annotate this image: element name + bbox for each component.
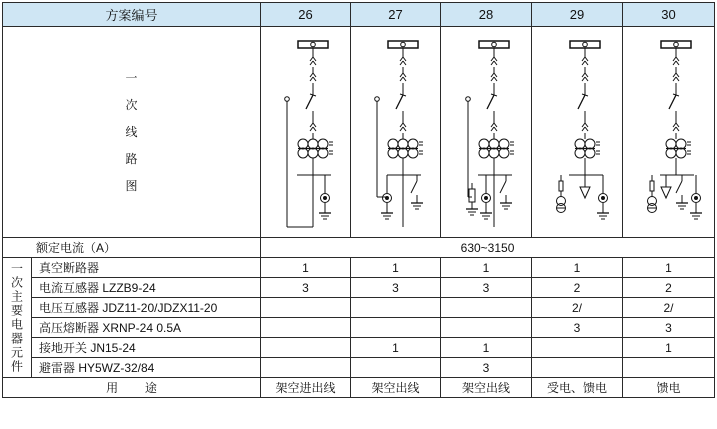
usage-label: 用 途 (3, 378, 261, 398)
breaker-blade (306, 95, 313, 109)
circuit-28-svg (441, 27, 530, 237)
component-qty: 1 (441, 258, 532, 278)
component-qty (351, 358, 441, 378)
component-row (3, 278, 715, 298)
hv-fuse (559, 181, 563, 191)
component-name: 避雷器 HY5WZ-32/84 (32, 358, 261, 378)
terminal (285, 97, 290, 102)
plug-contact (310, 77, 313, 81)
diagram-row (3, 27, 715, 238)
plug-contact (582, 61, 585, 65)
terminal (466, 97, 471, 102)
earth-switch-blade (411, 181, 417, 193)
component-qty (261, 358, 351, 378)
cable-terminal (661, 187, 671, 198)
plug-contact (400, 77, 403, 81)
plug-contact (676, 123, 679, 127)
plug-contact (400, 61, 403, 65)
component-qty: 3 (351, 278, 441, 298)
plug-contact (313, 77, 316, 81)
scheme-number: 28 (441, 3, 532, 27)
plug-contact (673, 57, 676, 61)
plug-contact (676, 61, 679, 65)
plug-contact (585, 61, 588, 65)
plug-contact (491, 61, 494, 65)
component-qty (261, 318, 351, 338)
component-qty (441, 298, 532, 318)
voltage-sensor-dot (602, 197, 605, 200)
plug-contact (676, 127, 679, 131)
breaker-blade (578, 95, 585, 109)
plug-contact (673, 127, 676, 131)
rated-current-row (3, 238, 715, 258)
component-name: 高压熔断器 XRNP-24 0.5A (32, 318, 261, 338)
plug-contact (313, 73, 316, 77)
scheme-number: 29 (532, 3, 623, 27)
scheme-label: 方案编号 (3, 3, 261, 27)
plug-contact (673, 73, 676, 77)
component-qty (532, 358, 623, 378)
component-qty: 1 (351, 338, 441, 358)
plug-contact (676, 77, 679, 81)
plug-contact (310, 73, 313, 77)
voltage-sensor-dot (324, 197, 327, 200)
bus-terminal (311, 42, 316, 47)
bus-terminal (401, 42, 406, 47)
plug-contact (585, 123, 588, 127)
plug-contact (403, 57, 406, 61)
component-name: 真空断路器 (32, 258, 261, 278)
scheme-number: 26 (261, 3, 351, 27)
plug-contact (673, 61, 676, 65)
plug-contact (582, 123, 585, 127)
earth-switch-blade (676, 181, 682, 193)
voltage-sensor-dot (386, 197, 389, 200)
component-qty (351, 318, 441, 338)
plug-contact (403, 123, 406, 127)
scheme-number: 27 (351, 3, 441, 27)
circuit-diagram-30 (623, 27, 715, 238)
component-qty: 1 (351, 258, 441, 278)
scheme-table (2, 2, 715, 398)
component-qty: 3 (261, 278, 351, 298)
component-row (3, 258, 715, 278)
rated-current-value: 630~3150 (261, 238, 715, 258)
plug-contact (676, 73, 679, 77)
plug-contact (313, 61, 316, 65)
circuit-30-svg (623, 27, 713, 237)
circuit-diagram-27 (351, 27, 441, 238)
component-qty: 3 (532, 318, 623, 338)
usage-value: 架空进出线 (261, 378, 351, 398)
surge-arrester (469, 189, 475, 202)
circuit-26-svg (261, 27, 349, 237)
plug-contact (400, 127, 403, 131)
component-qty (441, 318, 532, 338)
plug-contact (673, 123, 676, 127)
plug-contact (673, 77, 676, 81)
component-qty: 2 (532, 278, 623, 298)
component-qty: 2 (623, 278, 715, 298)
usage-value: 架空出线 (441, 378, 532, 398)
plug-contact (582, 77, 585, 81)
plug-contact (491, 57, 494, 61)
component-qty (623, 358, 715, 378)
plug-contact (403, 73, 406, 77)
breaker-blade (396, 95, 403, 109)
voltage-sensor-dot (695, 197, 698, 200)
component-row (3, 318, 715, 338)
plug-contact (491, 77, 494, 81)
plug-contact (491, 73, 494, 77)
plug-contact (400, 73, 403, 77)
plug-contact (585, 77, 588, 81)
component-row (3, 358, 715, 378)
component-qty: 1 (623, 258, 715, 278)
component-qty (351, 298, 441, 318)
circuit-diagram-28 (441, 27, 532, 238)
plug-contact (585, 73, 588, 77)
plug-contact (582, 127, 585, 131)
component-qty: 3 (441, 278, 532, 298)
rated-current-label: 额定电流（A） (3, 238, 261, 258)
plug-contact (313, 127, 316, 131)
plug-contact (494, 77, 497, 81)
plug-contact (585, 57, 588, 61)
circuit-29-svg (532, 27, 621, 237)
plug-contact (403, 127, 406, 131)
usage-row (3, 378, 715, 398)
plug-contact (494, 57, 497, 61)
voltage-sensor-dot (485, 197, 488, 200)
component-row (3, 338, 715, 358)
component-qty: 1 (532, 258, 623, 278)
plug-contact (310, 127, 313, 131)
bus-terminal (674, 42, 679, 47)
plug-contact (582, 57, 585, 61)
plug-contact (494, 123, 497, 127)
usage-value: 架空出线 (351, 378, 441, 398)
plug-contact (585, 127, 588, 131)
plug-contact (313, 57, 316, 61)
diagram-row-title: 一 次 线 路 图 (3, 27, 261, 238)
plug-contact (494, 127, 497, 131)
cable-terminal (580, 187, 590, 198)
circuit-diagram-26 (261, 27, 351, 238)
plug-contact (313, 123, 316, 127)
component-qty: 1 (261, 258, 351, 278)
component-name: 接地开关 JN15-24 (32, 338, 261, 358)
component-group-label: 一次主要电器元件 (3, 258, 32, 378)
terminal (375, 97, 380, 102)
component-qty: 3 (441, 358, 532, 378)
component-row (3, 298, 715, 318)
component-qty: 3 (623, 318, 715, 338)
plug-contact (494, 61, 497, 65)
plug-contact (491, 123, 494, 127)
bus-terminal (492, 42, 497, 47)
plug-contact (582, 73, 585, 77)
component-name: 电压互感器 JDZ11-20/JDZX11-20 (32, 298, 261, 318)
header-row (3, 3, 715, 27)
usage-value: 馈电 (623, 378, 715, 398)
plug-contact (403, 61, 406, 65)
plug-contact (676, 57, 679, 61)
component-qty: 1 (623, 338, 715, 358)
plug-contact (491, 127, 494, 131)
breaker-blade (487, 95, 494, 109)
plug-contact (310, 61, 313, 65)
usage-value: 受电、馈电 (532, 378, 623, 398)
plug-contact (310, 57, 313, 61)
component-qty: 2/ (532, 298, 623, 318)
plug-contact (400, 57, 403, 61)
component-qty (261, 298, 351, 318)
plug-contact (310, 123, 313, 127)
plug-contact (494, 73, 497, 77)
bus-terminal (583, 42, 588, 47)
plug-contact (403, 77, 406, 81)
breaker-blade (669, 95, 676, 109)
component-qty: 2/ (623, 298, 715, 318)
scheme-number: 30 (623, 3, 715, 27)
plug-contact (400, 123, 403, 127)
circuit-diagram-29 (532, 27, 623, 238)
component-qty (532, 338, 623, 358)
component-qty: 1 (441, 338, 532, 358)
earth-switch-blade (500, 181, 506, 193)
component-name: 电流互感器 LZZB9-24 (32, 278, 261, 298)
component-qty (261, 338, 351, 358)
hv-fuse (650, 181, 654, 191)
circuit-27-svg (351, 27, 439, 237)
